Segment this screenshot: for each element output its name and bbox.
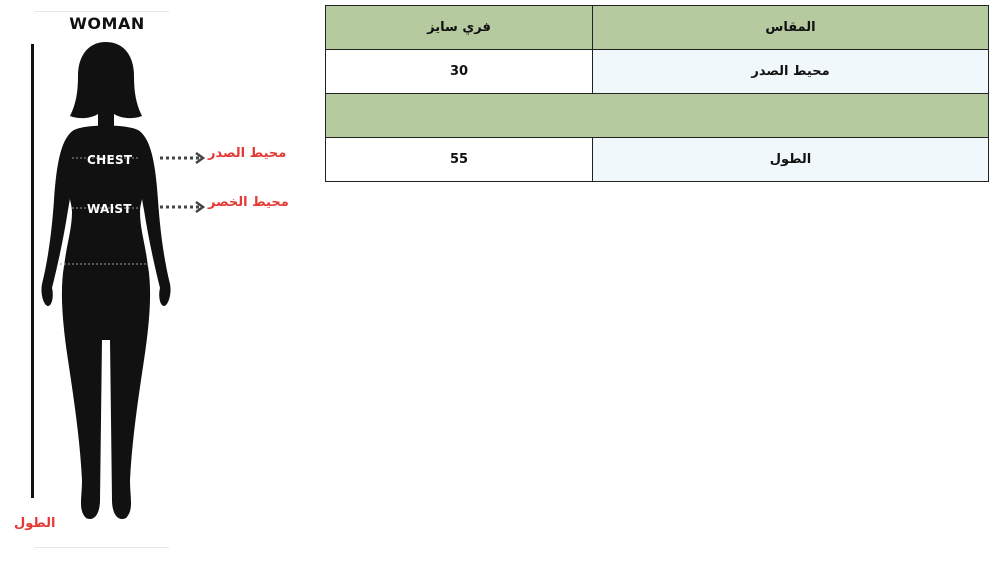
table-header-row [326,6,989,50]
header-measurement: المقاس [593,6,989,50]
waist-arrow-icon [160,200,208,214]
row-value-chest: 30 [326,50,593,94]
row-value-length: 55 [326,138,593,182]
size-guide-figure [0,0,300,562]
woman-silhouette-icon [36,40,176,524]
bottom-divider [34,547,169,548]
chest-tag: CHEST [87,153,133,167]
table-spacer-row [326,94,989,138]
waist-annotation: محيط الخصر [208,195,289,210]
height-indicator-bar [31,44,34,498]
row-label-length: الطول [593,138,989,182]
chest-annotation: محيط الصدر [208,146,287,161]
figure-title: WOMAN [69,14,145,33]
table-row [326,50,989,94]
spacer-cell [326,94,989,138]
size-table [325,5,989,182]
height-annotation: الطول [14,516,56,531]
waist-tag: WAIST [87,202,132,216]
chest-arrow-icon [160,151,208,165]
top-divider [34,11,169,12]
table-row [326,138,989,182]
row-label-chest: محيط الصدر [593,50,989,94]
header-size: فري سايز [326,6,593,50]
